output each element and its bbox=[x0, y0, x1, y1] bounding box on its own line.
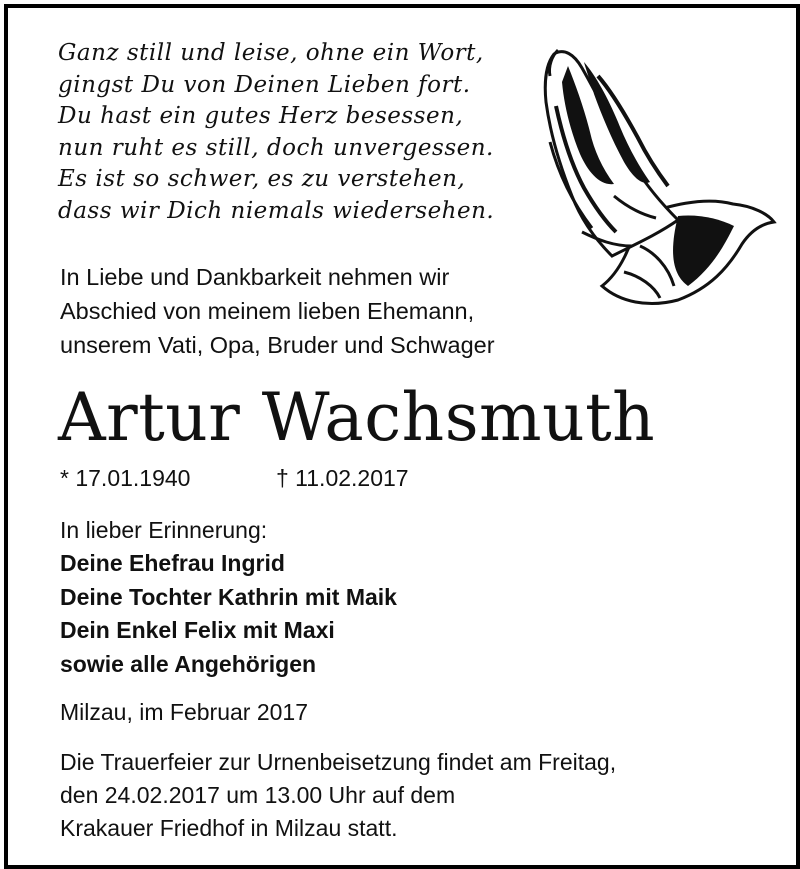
poem bbox=[58, 38, 494, 228]
funeral-line: Die Trauerfeier zur Urnenbeisetzung findet am Freitag, bbox=[60, 749, 617, 775]
poem-line: Du hast ein gutes Herz besessen, bbox=[58, 103, 464, 130]
poem-line: gingst Du von Deinen Lieben fort. bbox=[58, 71, 471, 98]
poem-line: nun ruht es still, doch unvergessen. bbox=[58, 134, 494, 161]
death-date: † 11.02.2017 bbox=[276, 465, 409, 491]
poem-line: dass wir Dich niemals wiedersehen. bbox=[58, 197, 495, 224]
family-member: Deine Ehefrau Ingrid bbox=[60, 550, 285, 576]
intro-line: Abschied von meinem lieben Ehemann, bbox=[60, 298, 475, 324]
deceased-name: Artur Wachsmuth bbox=[58, 379, 656, 456]
funeral-notice bbox=[60, 746, 616, 845]
family-member: Dein Enkel Felix mit Maxi bbox=[60, 617, 335, 643]
funeral-line: Krakauer Friedhof in Milzau statt. bbox=[60, 815, 398, 841]
life-dates bbox=[60, 463, 409, 493]
family-list bbox=[60, 547, 397, 681]
family-member: Deine Tochter Kathrin mit Maik bbox=[60, 583, 397, 610]
place-date: Milzau, im Februar 2017 bbox=[60, 699, 308, 725]
intro-line: unserem Vati, Opa, Bruder und Schwager bbox=[60, 332, 495, 358]
memory-label: In lieber Erinnerung: bbox=[60, 517, 268, 543]
funeral-line: den 24.02.2017 um 13.00 Uhr auf dem bbox=[60, 782, 456, 808]
poem-line: Es ist so schwer, es zu verstehen, bbox=[58, 166, 466, 193]
family-member: sowie alle Angehörigen bbox=[60, 650, 317, 677]
praying-hands-icon bbox=[528, 46, 778, 308]
obituary-frame bbox=[4, 4, 800, 869]
birth-date: * 17.01.1940 bbox=[60, 465, 191, 491]
intro-text bbox=[60, 260, 495, 362]
poem-line: Ganz still und leise, ohne ein Wort, bbox=[58, 40, 484, 66]
intro-line: In Liebe und Dankbarkeit nehmen wir bbox=[60, 264, 450, 290]
